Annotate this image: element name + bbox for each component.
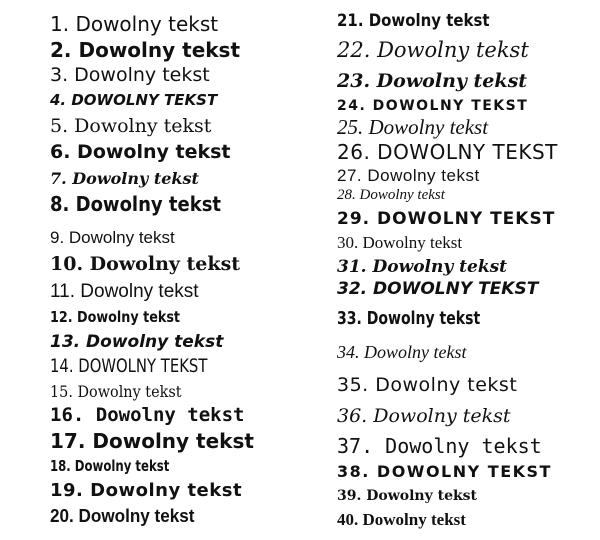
font-sample-6: 6. Dowolny tekst	[50, 141, 231, 163]
font-sample-17: 17. Dowolny tekst	[50, 429, 254, 453]
font-sample-39: 39. Dowolny tekst	[337, 488, 478, 504]
font-sample-9: 9. Dowolny tekst	[50, 228, 175, 247]
font-sample-3: 3. Dowolny tekst	[50, 64, 210, 86]
font-sample-12: 12. Dowolny tekst	[50, 308, 181, 326]
font-sample-16: 16. Dowolny tekst	[50, 404, 245, 426]
font-sample-31: 31. Dowolny tekst	[337, 257, 508, 277]
font-sample-18: 18. Dowolny tekst	[50, 457, 170, 475]
font-sample-34: 34. Dowolny tekst	[337, 342, 467, 362]
font-sample-29: 29. DOWOLNY TEKST	[337, 209, 556, 229]
font-sample-40: 40. Dowolny tekst	[337, 510, 466, 529]
font-sample-35: 35. Dowolny tekst	[337, 374, 518, 396]
font-sample-33: 33. Dowolny tekst	[337, 308, 481, 329]
font-sample-21: 21. Dowolny tekst	[337, 11, 490, 31]
font-sample-5: 5. Dowolny tekst	[50, 115, 212, 137]
font-sample-32: 32. DOWOLNY TEKST	[337, 279, 539, 299]
font-sample-37: 37. Dowolny tekst	[337, 434, 542, 458]
font-sample-4: 4. DOWOLNY TEKST	[50, 91, 218, 109]
font-sample-10: 10. Dowolny tekst	[50, 253, 241, 275]
font-sample-38: 38. DOWOLNY TEKST	[337, 462, 552, 481]
font-sample-23: 23. Dowolny tekst	[337, 70, 528, 92]
font-sample-28: 28. Dowolny tekst	[337, 187, 445, 203]
font-sample-24: 24. DOWOLNY TEKST	[337, 98, 529, 114]
font-sample-15: 15. Dowolny tekst	[50, 382, 182, 401]
font-sample-11: 11. Dowolny tekst	[50, 281, 199, 302]
font-sample-30: 30. Dowolny tekst	[337, 233, 463, 252]
font-sample-2: 2. Dowolny tekst	[50, 38, 241, 62]
font-sample-22: 22. Dowolny tekst	[337, 38, 529, 62]
font-sample-13: 13. Dowolny tekst	[50, 332, 224, 352]
font-sample-14: 14. DOWOLNY TEKST	[50, 355, 208, 377]
font-sample-8: 8. Dowolny tekst	[50, 192, 222, 216]
font-sample-27: 27. Dowolny tekst	[337, 166, 480, 185]
font-sample-36: 36. Dowolny tekst	[337, 405, 511, 427]
font-sample-1: 1. Dowolny tekst	[50, 12, 219, 36]
font-sample-26: 26. DOWOLNY TEKST	[337, 140, 558, 164]
font-sample-19: 19. Dowolny tekst	[50, 480, 243, 501]
font-sample-7: 7. Dowolny tekst	[50, 169, 199, 188]
font-sample-20: 20. Dowolny tekst	[50, 506, 195, 526]
font-sample-25: 25. Dowolny tekst	[337, 115, 489, 139]
